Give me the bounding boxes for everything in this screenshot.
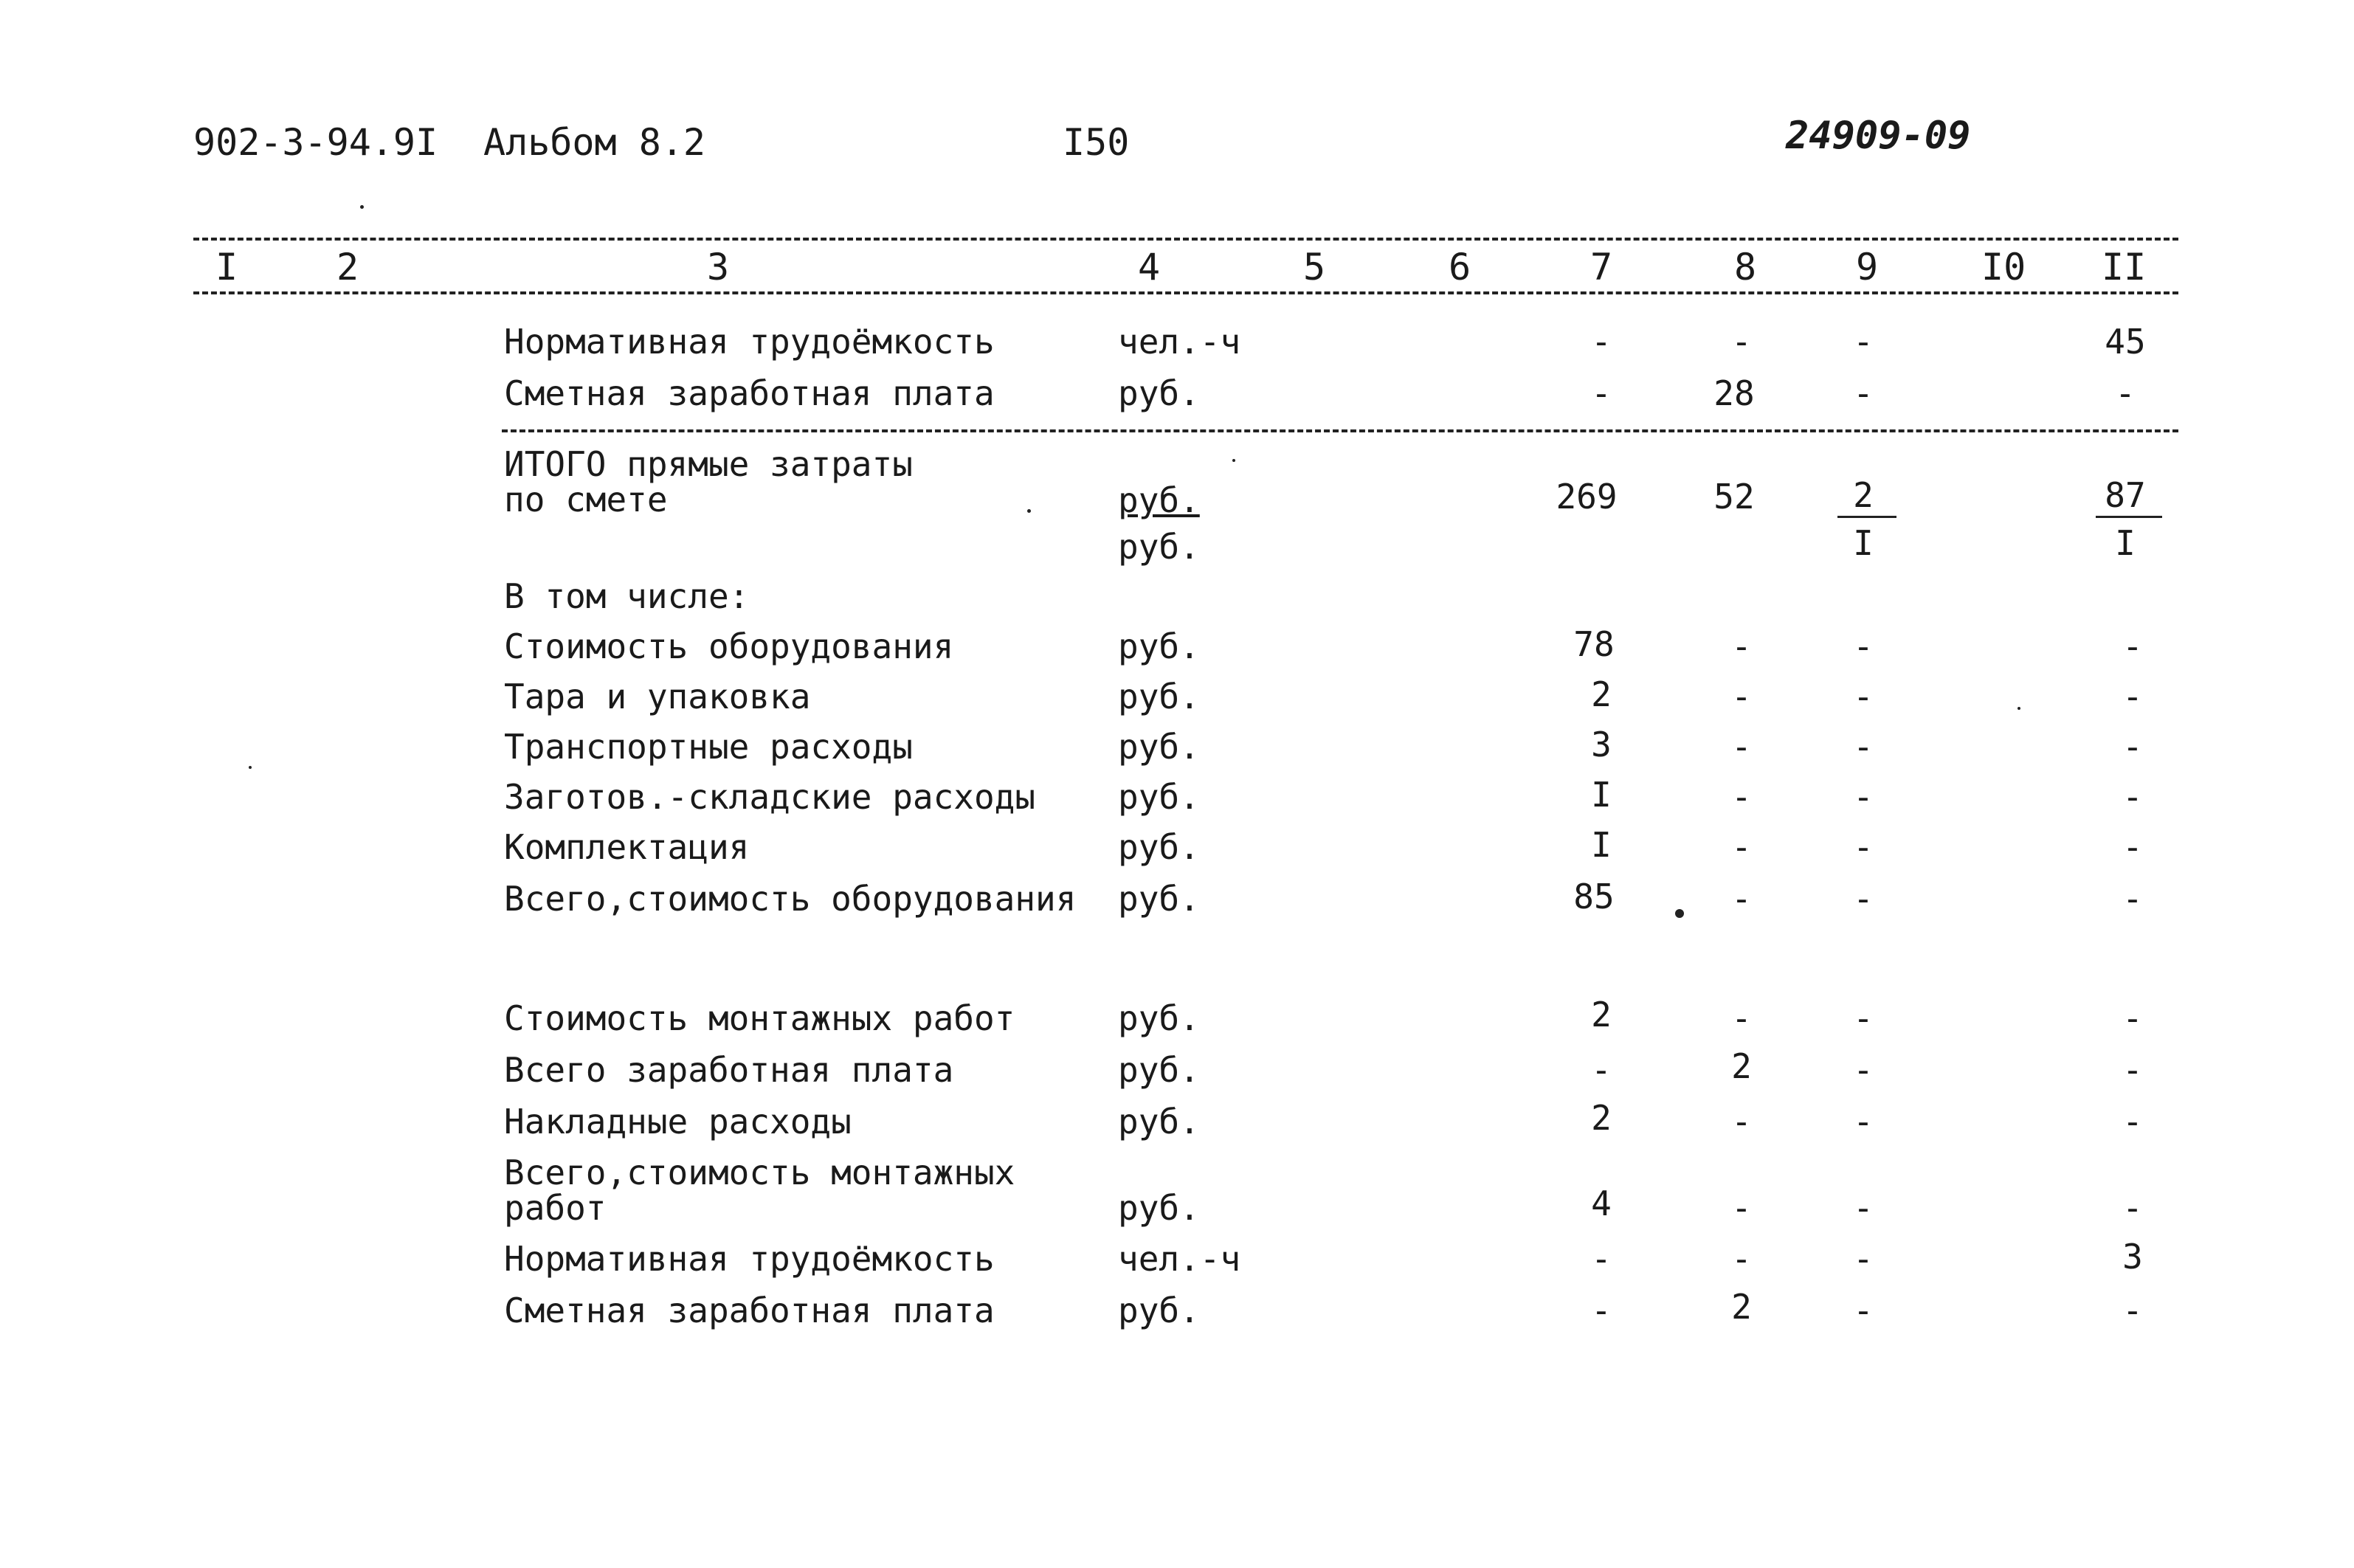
row-label: Всего,стоимость оборудования	[504, 879, 1077, 919]
row-unit: чел.-ч	[1118, 322, 1241, 362]
value-col-9: -	[1853, 626, 1874, 666]
total-unit-second: руб.	[1118, 527, 1200, 567]
total-label-line2: по смете	[504, 480, 668, 519]
including-label: В том числе:	[504, 576, 750, 616]
value-col-9: -	[1853, 827, 1874, 867]
value-col-8: -	[1731, 727, 1752, 767]
row-unit: руб.	[1118, 998, 1200, 1038]
value-col-7: 2	[1591, 674, 1612, 714]
row-unit: руб.	[1118, 879, 1200, 919]
value-col-7: 85	[1573, 877, 1615, 916]
value-col-8: -	[1731, 677, 1752, 716]
row-label: Всего заработная плата	[504, 1050, 954, 1090]
row-label: Сметная заработная плата	[504, 1291, 995, 1330]
row-unit: руб.	[1118, 1050, 1200, 1090]
value-col-8: -	[1731, 1188, 1752, 1228]
row-label: Тара и упаковка	[504, 677, 811, 716]
value-col-9: -	[1853, 322, 1874, 362]
value-col-8: 52	[1713, 477, 1755, 517]
row-unit: руб.	[1118, 373, 1200, 413]
value-col-11: -	[2122, 1102, 2143, 1142]
row-label-line2: работ	[504, 1188, 607, 1228]
column-number: 7	[1590, 246, 1613, 289]
fraction-bar-col-11	[2096, 516, 2162, 518]
value-col-11: 3	[2122, 1237, 2143, 1277]
value-col-8: -	[1731, 322, 1752, 362]
row-unit: руб.	[1118, 626, 1200, 666]
column-number: 2	[336, 246, 359, 289]
row-label: Стоимость монтажных работ	[504, 998, 1015, 1038]
value-col-9: -	[1853, 677, 1874, 716]
value-col-7: -	[1591, 1239, 1612, 1279]
row-unit: руб.	[1118, 777, 1200, 817]
row-label: Нормативная трудоёмкость	[504, 1239, 995, 1279]
fraction-numerator-col-11: 87	[2105, 475, 2146, 515]
column-header-top-rule	[193, 238, 2178, 241]
value-col-8: 2	[1731, 1046, 1752, 1086]
column-number: II	[2102, 246, 2147, 289]
value-col-7: -	[1591, 1050, 1612, 1090]
value-col-11: -	[2122, 777, 2143, 817]
row-unit: чел.-ч	[1118, 1239, 1241, 1279]
value-col-7: 2	[1591, 995, 1612, 1035]
value-col-8: -	[1731, 1102, 1752, 1142]
value-col-8: 28	[1713, 373, 1755, 413]
fraction-denominator-col-11: I	[2115, 523, 2136, 563]
value-col-7: 269	[1556, 477, 1618, 517]
row-label: Заготов.-складские расходы	[504, 777, 1036, 817]
value-col-7: -	[1591, 322, 1612, 362]
column-header-bottom-rule	[193, 291, 2178, 294]
row-label: Сметная заработная плата	[504, 373, 995, 413]
row-unit: руб.	[1118, 827, 1200, 867]
value-col-8: -	[1731, 1239, 1752, 1279]
row-unit: руб.	[1118, 677, 1200, 716]
row-unit: руб.	[1118, 1102, 1200, 1142]
row-unit: руб.	[1118, 1291, 1200, 1330]
column-number: 6	[1449, 246, 1471, 289]
row-unit: руб.	[1118, 727, 1200, 767]
fraction-bar-col-9	[1837, 516, 1896, 518]
scan-speck	[360, 205, 364, 209]
value-col-11: -	[2122, 626, 2143, 666]
scan-speck	[2018, 707, 2020, 710]
value-col-8: 2	[1731, 1287, 1752, 1327]
column-number: 9	[1856, 246, 1879, 289]
value-col-7: 3	[1591, 725, 1612, 764]
value-col-7: 2	[1591, 1098, 1612, 1138]
total-unit: руб.	[1118, 480, 1200, 520]
column-number: I	[215, 246, 238, 289]
value-col-9: -	[1853, 373, 1874, 413]
row-label: Нормативная трудоёмкость	[504, 322, 995, 362]
row-label: Транспортные расходы	[504, 727, 913, 767]
fraction-denominator-col-9: I	[1853, 523, 1874, 563]
value-col-7: I	[1591, 775, 1612, 815]
value-col-9: -	[1853, 777, 1874, 817]
scan-speck	[249, 766, 252, 769]
row-label: Стоимость оборудования	[504, 626, 954, 666]
value-col-7: -	[1591, 373, 1612, 413]
value-col-11: -	[2122, 1050, 2143, 1090]
value-col-9: -	[1853, 1102, 1874, 1142]
value-col-8: -	[1731, 827, 1752, 867]
fraction-numerator-col-9: 2	[1853, 475, 1874, 515]
document-code: 902-3-94.9I	[193, 121, 438, 164]
column-number: I0	[1981, 246, 2026, 289]
value-col-9: -	[1853, 1239, 1874, 1279]
value-col-9: -	[1853, 727, 1874, 767]
value-col-8: -	[1731, 998, 1752, 1038]
column-number: 3	[707, 246, 730, 289]
row-label: Комплектация	[504, 827, 750, 867]
value-col-11: -	[2115, 373, 2136, 413]
column-number: 4	[1138, 246, 1161, 289]
value-col-11: 45	[2105, 322, 2146, 362]
album-label: Альбом 8.2	[483, 121, 706, 164]
value-col-9: -	[1853, 1188, 1874, 1228]
value-col-7: 4	[1591, 1184, 1612, 1223]
value-col-9: -	[1853, 1291, 1874, 1330]
value-col-9: -	[1853, 879, 1874, 919]
value-col-11: -	[2122, 727, 2143, 767]
row-label-line1: Всего,стоимость монтажных	[504, 1153, 1015, 1192]
stamp-number: 24909-09	[1786, 114, 1971, 158]
value-col-11: -	[2122, 998, 2143, 1038]
value-col-11: -	[2122, 1291, 2143, 1330]
value-col-8: -	[1731, 626, 1752, 666]
value-col-7: -	[1591, 1291, 1612, 1330]
value-col-11: -	[2122, 827, 2143, 867]
scan-speck	[1027, 509, 1031, 513]
value-col-11: -	[2122, 677, 2143, 716]
value-col-8: -	[1731, 879, 1752, 919]
value-col-11: -	[2122, 1188, 2143, 1228]
column-number: 8	[1734, 246, 1757, 289]
column-number: 5	[1303, 246, 1326, 289]
row-unit: руб.	[1118, 1188, 1200, 1228]
total-label-line1: ИТОГО прямые затраты	[504, 444, 913, 484]
scan-speck	[1675, 909, 1684, 918]
value-col-8: -	[1731, 777, 1752, 817]
value-col-7: 78	[1573, 624, 1615, 664]
row-label: Накладные расходы	[504, 1102, 852, 1142]
page-number: I50	[1063, 121, 1130, 164]
value-col-7: I	[1591, 825, 1612, 865]
value-col-9: -	[1853, 1050, 1874, 1090]
scan-speck	[1232, 459, 1235, 462]
value-col-11: -	[2122, 879, 2143, 919]
value-col-9: -	[1853, 998, 1874, 1038]
section-divider	[502, 429, 2178, 432]
